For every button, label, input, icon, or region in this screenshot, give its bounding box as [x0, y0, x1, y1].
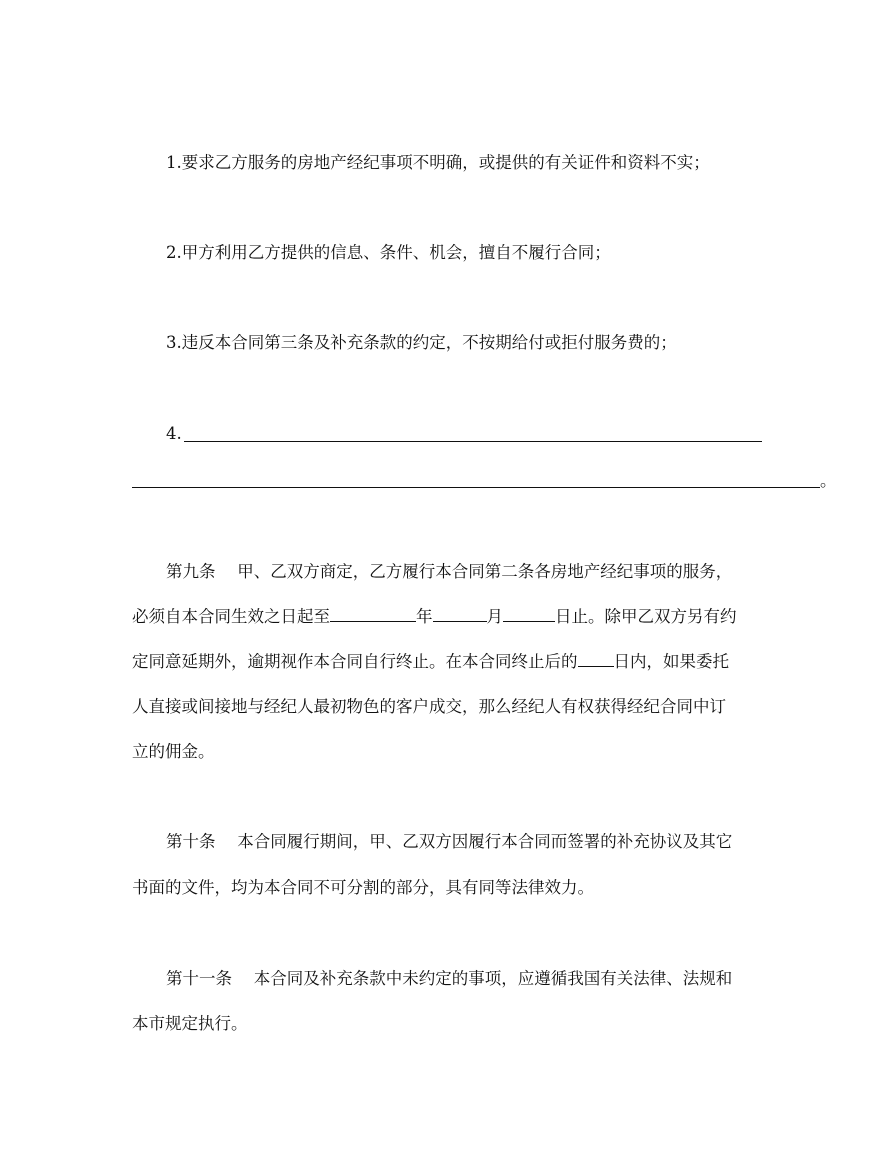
article-9-line-3: 定同意延期外，逾期视作本合同自行终止。在本合同终止后的 日内，如果委托 [132, 652, 729, 671]
article-9-line-4: 人直接或间接地与经纪人最初物色的客户成交，那么经纪人有权获得经纪合同中订 [132, 697, 726, 716]
list-item-2: 2.甲方利用乙方提供的信息、条件、机会，擅自不履行合同； [166, 243, 611, 262]
list-item-4-end-mark: 。 [820, 471, 837, 490]
article-9-line-2: 必须自本合同生效之日起至 年 月 日止。除甲乙双方另有约 [132, 607, 737, 626]
days-blank [578, 652, 614, 667]
blank-line-item-4 [184, 441, 762, 442]
list-item-4-number: 4. [166, 424, 182, 443]
list-item-1: 1.要求乙方服务的房地产经纪事项不明确，或提供的有关证件和资料不实； [166, 153, 710, 172]
article-10-line-1: 第十条 本合同履行期间，甲、乙双方因履行本合同而签署的补充协议及其它 [166, 832, 733, 851]
article-9-line-5: 立的佣金。 [132, 742, 215, 761]
day-blank [503, 607, 555, 622]
article-10-line-2: 书面的文件，均为本合同不可分割的部分，具有同等法律效力。 [132, 878, 594, 897]
month-blank [433, 607, 487, 622]
list-item-3: 3.违反本合同第三条及补充条款的约定，不按期给付或拒付服务费的； [166, 333, 677, 352]
year-blank [330, 607, 416, 622]
article-9-line-1: 第九条 甲、乙双方商定，乙方履行本合同第二条各房地产经纪事项的服务， [166, 562, 733, 581]
article-11-line-1: 第十一条 本合同及补充条款中未约定的事项，应遵循我国有关法律、法规和 [166, 969, 733, 988]
article-11-line-2: 本市规定执行。 [132, 1014, 248, 1033]
list-item-4 [166, 424, 182, 444]
blank-line-item-4-continued [132, 487, 820, 488]
